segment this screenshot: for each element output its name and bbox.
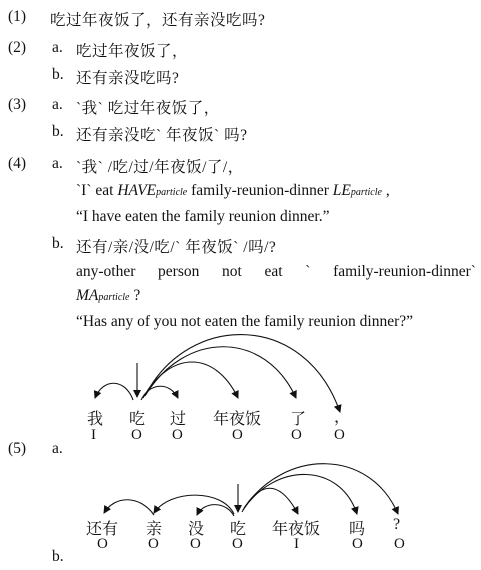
gloss-word: person [158,263,200,280]
arc-5a-wo [95,383,133,400]
token-5a: ， [334,409,351,426]
gloss-word: family-reunion-dinner` [333,263,476,280]
example-4a-label: a. [52,155,63,172]
tag-5b: O [190,536,201,552]
gloss-word: any-other [76,263,136,280]
token-5a: 过 [170,411,187,428]
example-4-number: (4) [8,155,27,172]
gloss-le: LE [332,182,351,199]
example-4a-segmentation: `我` /吃/过/年夜饭/了/， [76,159,244,176]
gloss-have: HAVE [117,182,157,199]
example-4b-label: b. [52,235,64,252]
tag-5b: O [352,536,363,552]
example-5-number: (5) [8,440,27,457]
token-5b: 吃 [230,521,247,538]
example-2a-text: 吃过年夜饭了， [76,43,189,60]
gloss-ma: MA [76,287,99,304]
tag-5a: O [291,427,302,443]
example-3-number: (3) [8,96,27,113]
example-1-sentence: 吃过年夜饭了，还有亲没吃吗? [50,12,266,29]
token-5b: 没 [188,521,205,538]
example-3b-text: 还有亲没吃` 年夜饭` 吗? [76,127,248,144]
arc-5b-haiyou [104,500,154,515]
token-5a: 了 [290,411,307,428]
example-3a-text: `我` 吃过年夜饭了， [76,100,220,117]
tag-5b: O [97,536,108,552]
example-2b-label: b. [52,66,64,83]
gloss-segment: `I` eat [76,182,118,199]
gloss-ma-subscript: particle [98,292,130,303]
tag-5b: O [232,536,243,552]
gloss-have-subscript: particle [156,187,188,198]
token-5a: 我 [87,411,104,428]
example-2a-label: a. [52,39,63,56]
example-3a-label: a. [52,96,63,113]
gloss-word: not [222,263,242,280]
arc-5a-nianyefan [143,362,238,398]
example-4b-segmentation: 还有/亲/没/吃/` 年夜饭` /吗/? [76,239,277,256]
token-5b: 吗 [349,521,366,538]
tag-5a: O [334,427,345,443]
gloss-le-subscript: particle [350,187,382,198]
tag-5a: O [172,427,183,443]
example-2b-text: 还有亲没吃吗? [76,70,180,87]
tag-5b: O [148,536,159,552]
arc-5b-ma [243,474,357,514]
example-2-number: (2) [8,39,27,56]
example-3b-label: b. [52,123,64,140]
gloss-segment: , [381,182,390,199]
token-5b: 亲 [146,521,163,538]
arc-5a-comma [146,335,340,412]
tag-5a: O [131,427,142,443]
tag-5b: I [294,536,299,552]
token-5b: 年夜饭 [272,521,321,538]
example-4a-translation: “I have eaten the family reunion dinner.” [76,208,330,225]
token-5b: ? [393,516,401,533]
gloss-question: ? [129,287,141,304]
tag-5b: O [394,536,405,552]
arc-5a-le [145,347,296,398]
example-5b-label: b. [52,548,64,565]
tag-5a: I [91,427,96,443]
gloss-word: eat [264,263,283,280]
tag-5a: O [232,427,243,443]
arc-5b-qin [154,495,234,514]
example-5a-label: a. [52,440,63,457]
example-1-number: (1) [8,8,27,25]
token-5a: 年夜饭 [213,411,262,428]
token-5a: 吃 [129,411,146,428]
example-4b-translation: “Has any of you not eaten the family reunion dinner?” [76,313,414,330]
gloss-segment: family-reunion-dinner [187,182,333,199]
token-5b: 还有 [86,521,119,538]
gloss-word: ` [305,263,311,280]
